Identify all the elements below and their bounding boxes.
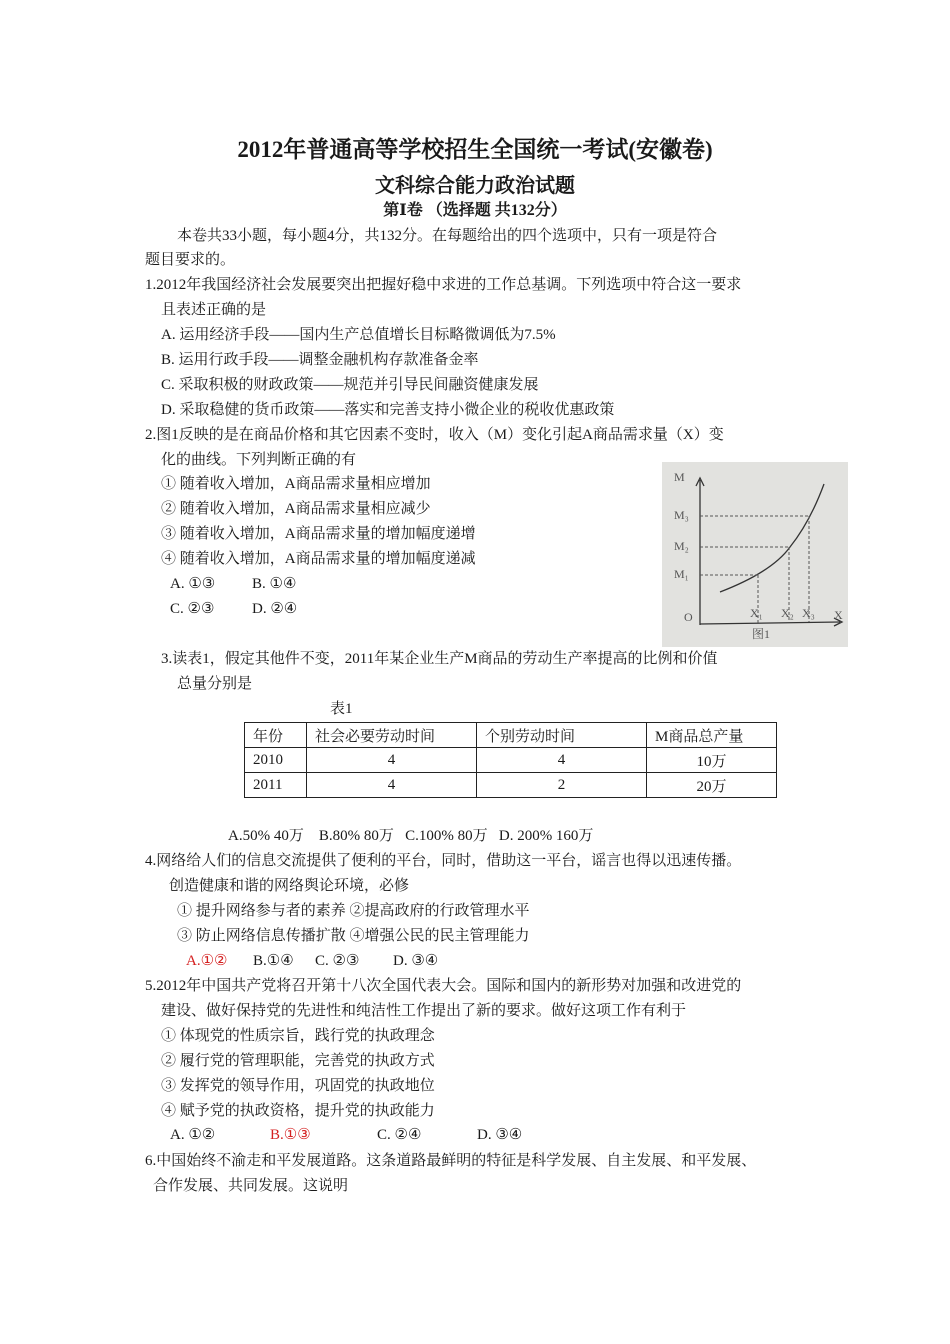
answer-option: A. ①③ [170,576,216,592]
section-heading: 第Ⅰ卷 （选择题 共132分） [383,202,567,219]
answer-option: D. ②④ [252,601,298,617]
table-header-row [245,723,777,748]
y-tick-label: M₃ [674,508,689,522]
statement: ② 随着收入增加，A商品需求量相应减少 [161,501,431,517]
header-cell: 个别劳动时间 [477,723,647,748]
statement: ③ 发挥党的领导作用，巩固党的执政地位 [161,1078,435,1094]
question-stem: 创造健康和谐的网络舆论环境，必修 [169,878,410,894]
figure-caption: 图1 [752,627,771,641]
answer-option: A. ①② [170,1127,216,1143]
cell: 4 [477,748,647,773]
statement: ② 履行党的管理职能，完善党的执政方式 [161,1053,435,1069]
cell: 2 [477,773,647,798]
option: A. 运用经济手段——国内生产总值增长目标略微调低为7.5% [161,327,556,343]
answer-options [228,826,593,846]
question-stem: 2.图1反映的是在商品价格和其它因素不变时，收入（M）变化引起A商品需求量（X）变 [145,427,724,443]
answer-option-correct: B.①③ [270,1127,311,1143]
question-stem: 合作发展、共同发展。这说明 [153,1178,349,1194]
x-axis-label: X [834,608,843,622]
answer-option: A.50% 40万 [228,828,304,844]
question-stem: 1.2012年我国经济社会发展要突出把握好稳中求进的工作总基调。下列选项中符合这一要求 [145,277,742,293]
statement: ③ 随着收入增加，A商品需求量的增加幅度递增 [161,526,476,542]
cell: 10万 [647,748,777,773]
header-cell: M商品总产量 [647,723,777,748]
answer-option: C.100% 80万 [405,828,488,844]
question-stem: 4.网络给人们的信息交流提供了便利的平台，同时，借助这一平台，谣言也得以迅速传播。 [145,853,742,869]
answer-option: D. 200% 160万 [498,828,594,844]
cell: 4 [307,748,477,773]
question-stem: 3.读表1，假定其他件不变，2011年某企业生产M商品的劳动生产率提高的比例和价值 [161,651,718,667]
x-tick-label: X₂ [781,606,794,620]
answer-option: D. ③④ [393,953,439,969]
statement: ① 随着收入增加，A商品需求量相应增加 [161,476,431,492]
table-row [245,748,777,773]
answer-option-correct: A.①② [186,953,228,969]
answer-option: C. ②④ [377,1127,422,1143]
statement: ① 体现党的性质宗旨，践行党的执政理念 [161,1028,435,1044]
intro-text: 题目要求的。 [145,252,236,268]
answer-option: B. ①④ [252,576,297,592]
question-stem: 总量分别是 [177,676,253,692]
question-stem: 化的曲线。下列判断正确的有 [161,452,357,468]
x-tick-label: X₁ [750,606,763,620]
answer-option: C. ②③ [170,601,215,617]
y-tick-label: M₁ [674,567,689,581]
table-row [245,773,777,798]
answer-option: B.80% 80万 [318,828,394,844]
page-subtitle: 文科综合能力政治试题 [375,175,575,197]
answer-option: D. ③④ [477,1127,523,1143]
cell: 2010 [245,748,307,773]
answer-option: B.①④ [253,953,294,969]
intro-text: 本卷共33小题，每小题4分，共132分。在每题给出的四个选项中，只有一项是符合 [177,228,718,244]
option: D. 采取稳健的货币政策——落实和完善支持小微企业的税收优惠政策 [161,402,615,418]
x-tick-label: X₃ [802,606,815,620]
y-axis-label: M [674,470,685,484]
statement: ④ 随着收入增加，A商品需求量的增加幅度递减 [161,551,476,567]
y-tick-label: M₂ [674,539,689,553]
cell: 4 [307,773,477,798]
figure-1-income-demand-curve [662,462,848,647]
statements: ③ 防止网络信息传播扩散 ④增强公民的民主管理能力 [177,928,530,944]
statements: ① 提升网络参与者的素养 ②提高政府的行政管理水平 [177,903,530,919]
table-caption: 表1 [330,701,353,717]
data-table [244,722,777,798]
answer-option: C. ②③ [315,953,360,969]
header-cell: 年份 [245,723,307,748]
page-title: 2012年普通高等学校招生全国统一考试(安徽卷) [237,137,713,162]
question-stem: 5.2012年中国共产党将召开第十八次全国代表大会。国际和国内的新形势对加强和改进党的 [145,978,742,994]
origin-label: O [684,610,693,624]
x-axis [700,622,840,624]
question-stem: 且表述正确的是 [161,302,267,318]
header-cell: 社会必要劳动时间 [307,723,477,748]
demand-curve [720,484,824,592]
question-stem: 建设、做好保持党的先进性和纯洁性工作提出了新的要求。做好这项工作有利于 [161,1003,687,1019]
option: B. 运用行政手段——调整金融机构存款准备金率 [161,352,479,368]
question-stem: 6.中国始终不渝走和平发展道路。这条道路最鲜明的特征是科学发展、自主发展、和平发展、 [145,1153,757,1169]
statement: ④ 赋予党的执政资格，提升党的执政能力 [161,1103,435,1119]
option: C. 采取积极的财政政策——规范并引导民间融资健康发展 [161,377,539,393]
cell: 20万 [647,773,777,798]
cell: 2011 [245,773,307,798]
